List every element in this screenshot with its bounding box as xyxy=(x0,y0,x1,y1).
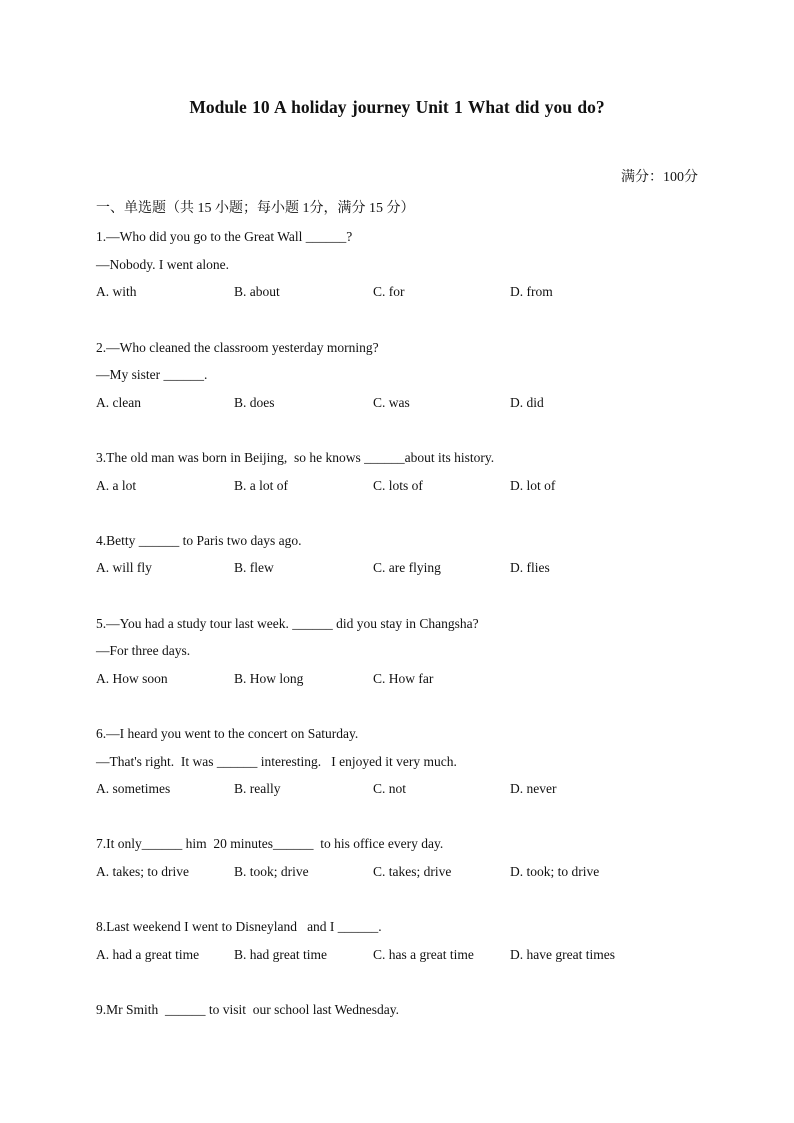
option-d: D. from xyxy=(510,284,553,299)
question-text: —Nobody. I went alone. xyxy=(96,257,229,272)
option-d: D. flies xyxy=(510,560,550,575)
question-text: —For three days. xyxy=(96,643,191,658)
option-c: C. not xyxy=(373,781,407,796)
option-b: B. really xyxy=(234,781,281,796)
option-c: C. was xyxy=(373,395,410,410)
option-c: C. are flying xyxy=(373,560,441,575)
option-d: D. took; to drive xyxy=(510,864,600,879)
question-text: —That's right. It was ______ interesting. I enjoyed it very much. xyxy=(96,754,457,769)
question-text: 1.—Who did you go to the Great Wall ______? xyxy=(96,229,353,244)
option-d: D. did xyxy=(510,395,544,410)
option-c: C. has a great time xyxy=(373,947,474,962)
option-c: C. for xyxy=(373,284,405,299)
option-b: B. took; drive xyxy=(234,864,309,879)
section-heading: 一、单选题（共 15 小题；每小题 1分，满分 15 分） xyxy=(96,201,415,216)
page-title: Module 10 A holiday journey Unit 1 What did you do? xyxy=(189,97,605,117)
question-text: 5.—You had a study tour last week. ______ did you stay in Changsha? xyxy=(96,616,479,631)
option-c: C. lots of xyxy=(373,478,423,493)
question-text: 2.—Who cleaned the classroom yesterday morning? xyxy=(96,340,379,355)
option-b: B. flew xyxy=(234,560,274,575)
option-a: A. takes; to drive xyxy=(96,864,189,879)
option-d: D. never xyxy=(510,781,557,796)
option-b: B. How long xyxy=(234,671,304,686)
question-text: 6.—I heard you went to the concert on Saturday. xyxy=(96,726,359,741)
option-a: A. How soon xyxy=(96,671,168,686)
question-text: 8.Last weekend I went to Disneyland and I ______. xyxy=(96,919,382,934)
option-d: D. lot of xyxy=(510,478,556,493)
option-b: B. had great time xyxy=(234,947,327,962)
option-a: A. will fly xyxy=(96,560,152,575)
option-a: A. had a great time xyxy=(96,947,200,962)
option-d: D. have great times xyxy=(510,947,615,962)
question-text: 4.Betty ______ to Paris two days ago. xyxy=(96,533,302,548)
option-b: B. does xyxy=(234,395,275,410)
option-a: A. a lot xyxy=(96,478,137,493)
option-c: C. How far xyxy=(373,671,434,686)
option-a: A. sometimes xyxy=(96,781,171,796)
option-b: B. about xyxy=(234,284,280,299)
option-a: A. clean xyxy=(96,395,141,410)
option-b: B. a lot of xyxy=(234,478,288,493)
question-text: 3.The old man was born in Beijing, so he knows ______about its history. xyxy=(96,450,495,465)
option-a: A. with xyxy=(96,284,137,299)
option-c: C. takes; drive xyxy=(373,864,452,879)
question-text: 7.It only______ him 20 minutes______ to his office every day. xyxy=(96,836,444,851)
question-text: —My sister ______. xyxy=(96,367,208,382)
score-label: 满分：100分 xyxy=(621,170,698,185)
question-text: 9.Mr Smith ______ to visit our school last Wednesday. xyxy=(96,1002,400,1017)
